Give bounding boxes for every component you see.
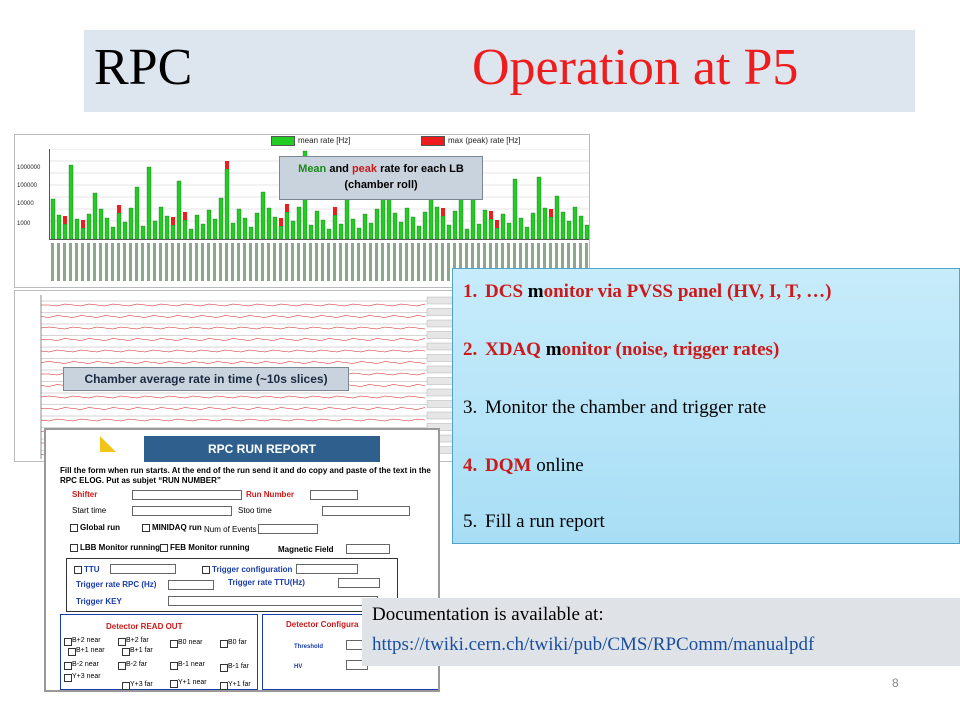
x-label-tick xyxy=(315,243,318,281)
legend-peak-swatch xyxy=(421,136,445,146)
rate-chart-screenshot xyxy=(14,134,590,288)
peak-bar xyxy=(171,217,175,225)
bar xyxy=(393,213,397,239)
x-label-tick xyxy=(351,243,354,281)
wheel-checkbox[interactable] xyxy=(122,682,130,690)
list-item xyxy=(463,511,605,533)
time-series-line xyxy=(41,339,425,341)
x-label-tick xyxy=(81,243,84,281)
slide-title-operation: Operation at P5 xyxy=(472,39,799,96)
start-time-field[interactable] xyxy=(132,506,232,516)
feb-monitor-label: FEB Monitor running xyxy=(170,543,250,552)
bar xyxy=(561,212,565,239)
x-label-tick xyxy=(57,243,60,281)
x-label-tick xyxy=(111,243,114,281)
bar xyxy=(267,208,271,239)
report-header: RPC RUN REPORT xyxy=(144,436,380,462)
legend-mean xyxy=(271,136,350,146)
stop-time-label: Stoo time xyxy=(238,506,272,515)
x-label-tick xyxy=(291,243,294,281)
wheel-checkbox[interactable] xyxy=(68,648,76,656)
x-label-tick xyxy=(375,243,378,281)
row-legend-box xyxy=(427,297,453,304)
callout-line2: (chamber roll) xyxy=(344,179,418,191)
bar xyxy=(183,220,187,239)
bar xyxy=(75,219,79,239)
bar xyxy=(105,218,109,239)
bar xyxy=(147,167,151,239)
wheel-checkbox[interactable] xyxy=(64,638,72,646)
report-instructions-1: Fill the form when run starts. At the end of the run send it and do copy and paste of the text in the xyxy=(60,466,431,475)
time-series-line xyxy=(41,419,425,421)
x-label-tick xyxy=(423,243,426,281)
x-label-tick xyxy=(69,243,72,281)
ttu-label: TTU xyxy=(84,565,100,574)
documentation-link[interactable]: https://twiki.cern.ch/twiki/pub/CMS/RPComm/manualpdf xyxy=(372,634,815,655)
row-legend-box xyxy=(427,309,453,316)
detector-config-label: Detector Configura xyxy=(286,620,359,629)
bar xyxy=(453,211,457,239)
wheel-label: B+1 near xyxy=(76,647,105,654)
bar xyxy=(279,226,283,239)
bar xyxy=(123,222,127,239)
x-label-tick xyxy=(441,243,444,281)
list-item-keyword: DQM xyxy=(485,455,532,476)
threshold-label: Threshold xyxy=(294,644,324,650)
trigger-config-field[interactable] xyxy=(296,564,358,574)
report-instructions-2: RPC ELOG. Put as subjet “RUN NUMBER” xyxy=(60,476,221,485)
magnetic-field-label: Magnetic Field xyxy=(278,545,334,554)
bar xyxy=(327,229,331,239)
wheel-checkbox[interactable] xyxy=(122,648,130,656)
list-number: 1. xyxy=(463,281,478,302)
run-number-label: Run Number xyxy=(246,490,294,499)
x-label-tick xyxy=(273,243,276,281)
x-label-tick xyxy=(255,243,258,281)
list-item-text: Monitor the chamber and trigger rate xyxy=(485,397,767,418)
time-series-line xyxy=(41,362,425,364)
wheel-checkbox[interactable] xyxy=(64,662,72,670)
wheel-label: B-1 far xyxy=(228,663,250,670)
x-label-tick xyxy=(129,243,132,281)
lbb-monitor-label: LBB Monitor running xyxy=(80,543,160,552)
ytick-label: 1000000 xyxy=(17,165,41,171)
bar xyxy=(411,217,415,239)
list-item-rest: online xyxy=(531,455,584,476)
hv-label: HV xyxy=(294,664,303,670)
ttu-field[interactable] xyxy=(110,564,176,574)
wheel-checkbox[interactable] xyxy=(220,664,228,672)
slide-title-bar xyxy=(84,30,915,112)
time-series-line xyxy=(41,396,425,398)
peak-bar xyxy=(279,218,283,226)
x-label-tick xyxy=(207,243,210,281)
x-label-tick xyxy=(219,243,222,281)
bar xyxy=(531,213,535,239)
bar xyxy=(423,212,427,239)
bar xyxy=(447,225,451,239)
legend-mean-swatch xyxy=(271,136,295,146)
bar xyxy=(165,216,169,239)
x-label-tick xyxy=(243,243,246,281)
peak-bar xyxy=(81,220,85,228)
wheel-label: B+2 near xyxy=(72,637,101,644)
bar xyxy=(333,215,337,239)
stop-time-field[interactable] xyxy=(322,506,410,516)
x-label-tick xyxy=(357,243,360,281)
x-label-tick xyxy=(201,243,204,281)
bar xyxy=(255,213,259,239)
bar xyxy=(57,215,61,239)
x-label-tick xyxy=(159,243,162,281)
bar xyxy=(513,179,517,239)
bar xyxy=(219,198,223,239)
x-label-tick xyxy=(177,243,180,281)
minidaq-run-label: MINIDAQ run xyxy=(152,523,202,532)
list-item xyxy=(463,339,779,361)
list-number: 4. xyxy=(463,455,478,476)
x-label-tick xyxy=(189,243,192,281)
x-label-tick xyxy=(171,243,174,281)
operation-list-box xyxy=(452,268,960,544)
bar xyxy=(489,219,493,239)
bar xyxy=(195,215,199,239)
bar xyxy=(573,207,577,239)
peak-bar xyxy=(489,211,493,219)
bar xyxy=(285,212,289,239)
wheel-label: B0 near xyxy=(178,639,203,646)
global-run-checkbox[interactable] xyxy=(70,524,78,532)
bar xyxy=(585,225,589,239)
wheel-checkbox[interactable] xyxy=(170,640,178,648)
list-item-text: Fill a run report xyxy=(485,511,605,532)
time-series-line xyxy=(41,304,425,306)
bar xyxy=(435,207,439,239)
num-events-field[interactable] xyxy=(258,524,318,534)
report-corner-mark xyxy=(100,436,116,452)
x-label-tick xyxy=(309,243,312,281)
bar xyxy=(129,208,133,239)
x-label-tick xyxy=(297,243,300,281)
peak-bar xyxy=(441,208,445,216)
legend-mean-label: mean rate [Hz] xyxy=(298,136,351,146)
row-legend-box xyxy=(427,366,453,373)
x-label-tick xyxy=(327,243,330,281)
bar xyxy=(141,226,145,239)
bar xyxy=(93,193,97,239)
x-label-tick xyxy=(429,243,432,281)
shifter-field[interactable] xyxy=(132,490,242,500)
bar xyxy=(297,207,301,239)
x-label-tick xyxy=(285,243,288,281)
x-label-tick xyxy=(267,243,270,281)
bar xyxy=(261,192,265,239)
bar xyxy=(189,229,193,239)
bar xyxy=(537,177,541,239)
callout-and-word: and xyxy=(326,163,352,175)
wheel-label: B0 far xyxy=(228,639,247,646)
trigger-rate-rpc-field[interactable] xyxy=(168,580,214,590)
bar xyxy=(225,169,229,239)
bar xyxy=(117,213,121,239)
ytick-label: 100000 xyxy=(17,183,38,189)
x-label-tick xyxy=(249,243,252,281)
x-label-tick xyxy=(93,243,96,281)
bar xyxy=(417,226,421,239)
row-legend-box xyxy=(427,401,453,408)
list-item-rest: onitor via PVSS panel (HV, I, T, …) xyxy=(543,281,832,302)
time-series-line xyxy=(41,408,425,410)
bar xyxy=(375,209,379,239)
x-label-tick xyxy=(51,243,54,281)
bar xyxy=(567,221,571,239)
bar xyxy=(135,187,139,239)
bar xyxy=(309,225,313,239)
ytick-label: 10000 xyxy=(17,201,34,207)
x-label-tick xyxy=(117,243,120,281)
wheel-label: B+2 far xyxy=(126,637,149,644)
bar xyxy=(111,227,115,239)
bar xyxy=(171,225,175,239)
start-time-label: Start time xyxy=(72,506,107,515)
row-legend-box xyxy=(427,355,453,362)
wheel-label: B-1 near xyxy=(178,661,205,668)
list-item-keyword: XDAQ xyxy=(485,339,546,360)
bar xyxy=(441,216,445,239)
x-label-tick xyxy=(231,243,234,281)
trigger-key-label: Trigger KEY xyxy=(76,597,122,606)
bar xyxy=(507,223,511,239)
bar xyxy=(201,224,205,239)
row-legend-box xyxy=(427,378,453,385)
x-label-tick xyxy=(393,243,396,281)
bar xyxy=(399,222,403,239)
bar xyxy=(357,228,361,239)
bar xyxy=(231,223,235,239)
x-label-tick xyxy=(363,243,366,281)
x-label-tick xyxy=(387,243,390,281)
time-series-line xyxy=(41,350,425,352)
peak-bar xyxy=(285,204,289,212)
bar xyxy=(213,219,217,239)
peak-bar xyxy=(117,205,121,213)
x-label-tick xyxy=(435,243,438,281)
bar xyxy=(501,214,505,239)
trigger-rate-ttu-label: Trigger rate TTU(Hz) xyxy=(228,578,305,587)
x-label-tick xyxy=(183,243,186,281)
x-label-tick xyxy=(213,243,216,281)
x-label-tick xyxy=(303,243,306,281)
trigger-config-label: Trigger configuration xyxy=(212,565,293,574)
x-label-tick xyxy=(87,243,90,281)
row-legend-box xyxy=(427,343,453,350)
wheel-label: B-2 near xyxy=(72,661,99,668)
list-item-rest: onitor (noise, trigger rates) xyxy=(561,339,780,360)
bar xyxy=(519,218,523,239)
run-number-field[interactable] xyxy=(310,490,358,500)
list-item-m: m xyxy=(527,281,544,302)
x-label-tick xyxy=(135,243,138,281)
x-label-tick xyxy=(153,243,156,281)
list-item xyxy=(463,281,831,303)
list-number: 2. xyxy=(463,339,478,360)
x-label-tick xyxy=(405,243,408,281)
bar xyxy=(321,220,325,239)
x-label-tick xyxy=(333,243,336,281)
list-item xyxy=(463,397,766,419)
x-label-tick xyxy=(261,243,264,281)
bar xyxy=(477,224,481,239)
peak-bar xyxy=(225,161,229,169)
x-label-tick xyxy=(147,243,150,281)
row-legend-box xyxy=(427,320,453,327)
chart-legend xyxy=(271,136,541,148)
bar xyxy=(243,218,247,239)
bar xyxy=(249,227,253,239)
time-series-line xyxy=(41,327,425,329)
bar xyxy=(69,165,73,239)
x-label-tick xyxy=(411,243,414,281)
minidaq-run-checkbox[interactable] xyxy=(142,524,150,532)
bar xyxy=(465,229,469,239)
x-label-tick xyxy=(447,243,450,281)
bar xyxy=(159,207,163,239)
wheel-checkbox[interactable] xyxy=(220,640,228,648)
bar xyxy=(177,181,181,239)
mean-peak-callout xyxy=(279,156,483,200)
x-label-tick xyxy=(75,243,78,281)
list-number: 3. xyxy=(463,397,478,418)
trigger-rate-rpc-label: Trigger rate RPC (Hz) xyxy=(76,580,157,589)
bar xyxy=(63,224,67,239)
peak-bar xyxy=(63,216,67,224)
trigger-rate-ttu-field[interactable] xyxy=(338,578,380,588)
page-number: 8 xyxy=(892,676,899,690)
wheel-label: B+1 far xyxy=(130,647,153,654)
x-label-tick xyxy=(369,243,372,281)
x-label-tick xyxy=(237,243,240,281)
wheel-checkbox[interactable] xyxy=(64,674,72,682)
x-label-tick xyxy=(141,243,144,281)
x-label-tick xyxy=(105,243,108,281)
time-series-line xyxy=(41,316,425,318)
x-label-tick xyxy=(225,243,228,281)
bar xyxy=(51,199,55,239)
bar xyxy=(87,214,91,239)
row-legend-box xyxy=(427,332,453,339)
x-label-tick xyxy=(345,243,348,281)
bar xyxy=(315,211,319,239)
ttu-checkbox[interactable] xyxy=(74,566,82,574)
callout-peak-word: peak xyxy=(351,163,378,175)
wheel-checkbox[interactable] xyxy=(170,680,178,688)
shifter-label: Shifter xyxy=(72,490,98,499)
bar xyxy=(291,221,295,239)
bar xyxy=(405,208,409,239)
x-label-tick xyxy=(165,243,168,281)
bar xyxy=(579,216,583,239)
ytick-label: 1000 xyxy=(17,221,31,227)
bar xyxy=(339,224,343,239)
feb-monitor-checkbox[interactable] xyxy=(160,544,168,552)
trigger-config-checkbox[interactable] xyxy=(202,566,210,574)
x-label-tick xyxy=(123,243,126,281)
slide-title-rpc: RPC xyxy=(94,39,193,96)
bar xyxy=(81,228,85,239)
callout-rest: rate for each LB xyxy=(377,163,464,175)
legend-peak xyxy=(421,136,520,146)
detector-readout-label: Detector READ OUT xyxy=(106,622,183,631)
x-label-tick xyxy=(417,243,420,281)
bar xyxy=(351,219,355,239)
list-item-m: m xyxy=(545,339,562,360)
peak-bar xyxy=(333,207,337,215)
wheel-label: B-2 far xyxy=(126,661,148,668)
wheel-label: Y+1 near xyxy=(178,679,207,686)
bar xyxy=(555,196,559,239)
bar xyxy=(483,210,487,239)
documentation-box xyxy=(362,598,960,666)
peak-bar xyxy=(183,212,187,220)
legend-peak-label: max (peak) rate [Hz] xyxy=(448,136,521,146)
list-number: 5. xyxy=(463,511,478,532)
bar xyxy=(543,208,547,239)
x-label-tick xyxy=(195,243,198,281)
bar xyxy=(99,209,103,239)
trigger-key-field[interactable] xyxy=(168,596,378,606)
x-label-tick xyxy=(399,243,402,281)
bar xyxy=(369,223,373,239)
wheel-label: Y+1 far xyxy=(228,681,251,688)
x-label-tick xyxy=(99,243,102,281)
list-item xyxy=(463,455,584,477)
bar xyxy=(237,209,241,239)
lbb-monitor-checkbox[interactable] xyxy=(70,544,78,552)
time-chart-callout: Chamber average rate in time (~10s slices) xyxy=(63,367,349,391)
bar xyxy=(549,217,553,239)
x-label-tick xyxy=(381,243,384,281)
bar xyxy=(363,214,367,239)
bar xyxy=(495,228,499,239)
list-item-keyword: DCS xyxy=(485,281,528,302)
wheel-checkbox[interactable] xyxy=(170,662,178,670)
peak-bar xyxy=(495,220,499,228)
magnetic-field-field[interactable] xyxy=(346,544,390,554)
row-legend-box xyxy=(427,389,453,396)
x-label-tick xyxy=(63,243,66,281)
x-label-tick xyxy=(279,243,282,281)
x-label-tick xyxy=(321,243,324,281)
bar xyxy=(207,210,211,239)
bar xyxy=(525,227,529,239)
bar xyxy=(387,197,391,239)
num-events-label: Num of Events xyxy=(204,525,257,534)
bar xyxy=(273,217,277,239)
wheel-checkbox[interactable] xyxy=(220,682,228,690)
callout-mean-word: Mean xyxy=(298,163,327,175)
peak-bar xyxy=(549,209,553,217)
x-label-tick xyxy=(339,243,342,281)
wheel-checkbox[interactable] xyxy=(118,638,126,646)
wheel-checkbox[interactable] xyxy=(118,662,126,670)
bar xyxy=(153,221,157,239)
wheel-label: Y+3 near xyxy=(72,673,101,680)
wheel-label: Y+3 far xyxy=(130,681,153,688)
row-legend-box xyxy=(427,412,453,419)
documentation-text: Documentation is available at: xyxy=(372,604,604,625)
global-run-label: Global run xyxy=(80,523,120,532)
